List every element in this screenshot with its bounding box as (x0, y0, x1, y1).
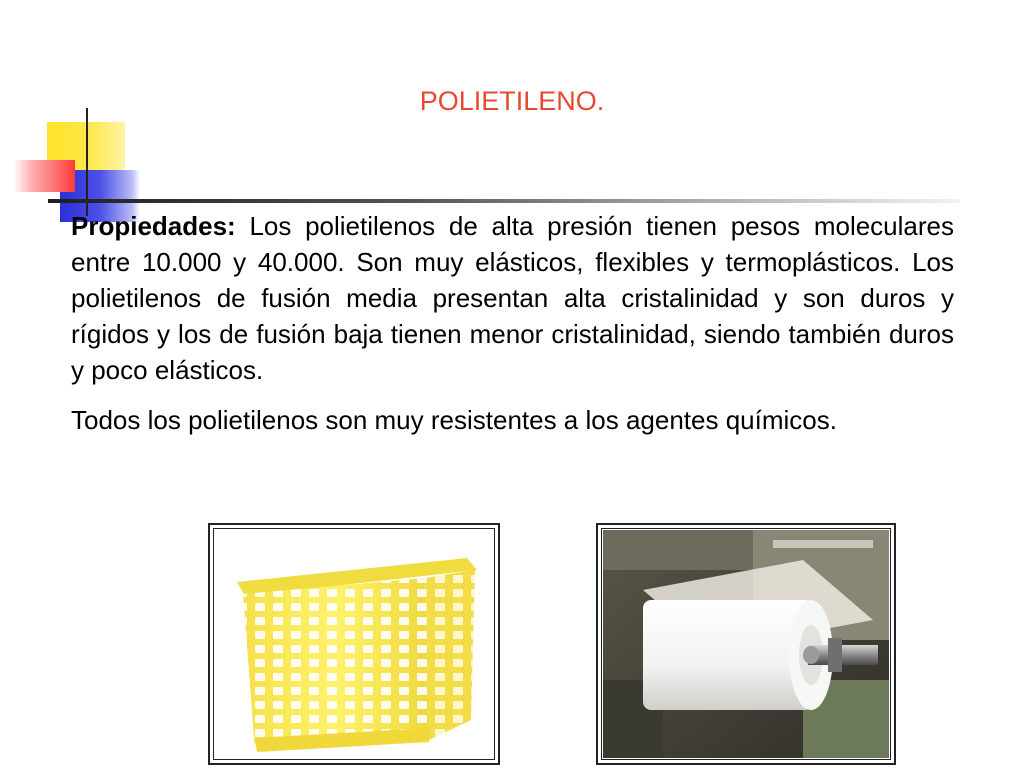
properties-text: Los polietilenos de alta presión tienen pesos moleculares entre 10.000 y 40.000. Son muy elásticos, flexibles y termoplásticos. Los polietilenos de fusión media presentan alta cristalinidad y son duros y rígidos y los de fusión baja tienen menor cristalinidad, siendo también duros y poco elásticos. (71, 211, 954, 385)
film-roll-photo (596, 523, 896, 765)
film-roll-image (603, 530, 889, 758)
slide-title: POLIETILENO. (419, 86, 605, 116)
paragraph-chemical-resistance (71, 402, 954, 438)
yellow-basket-image (215, 530, 493, 758)
paragraph-properties (71, 208, 954, 388)
basket-photo (208, 523, 500, 765)
red-square-decoration (13, 160, 75, 192)
properties-label: Propiedades: (71, 211, 236, 241)
slide-body (71, 208, 954, 452)
chemical-resistance-text: Todos los polietilenos son muy resistentes a los agentes químicos. (71, 405, 837, 435)
horizontal-rule (48, 199, 960, 203)
